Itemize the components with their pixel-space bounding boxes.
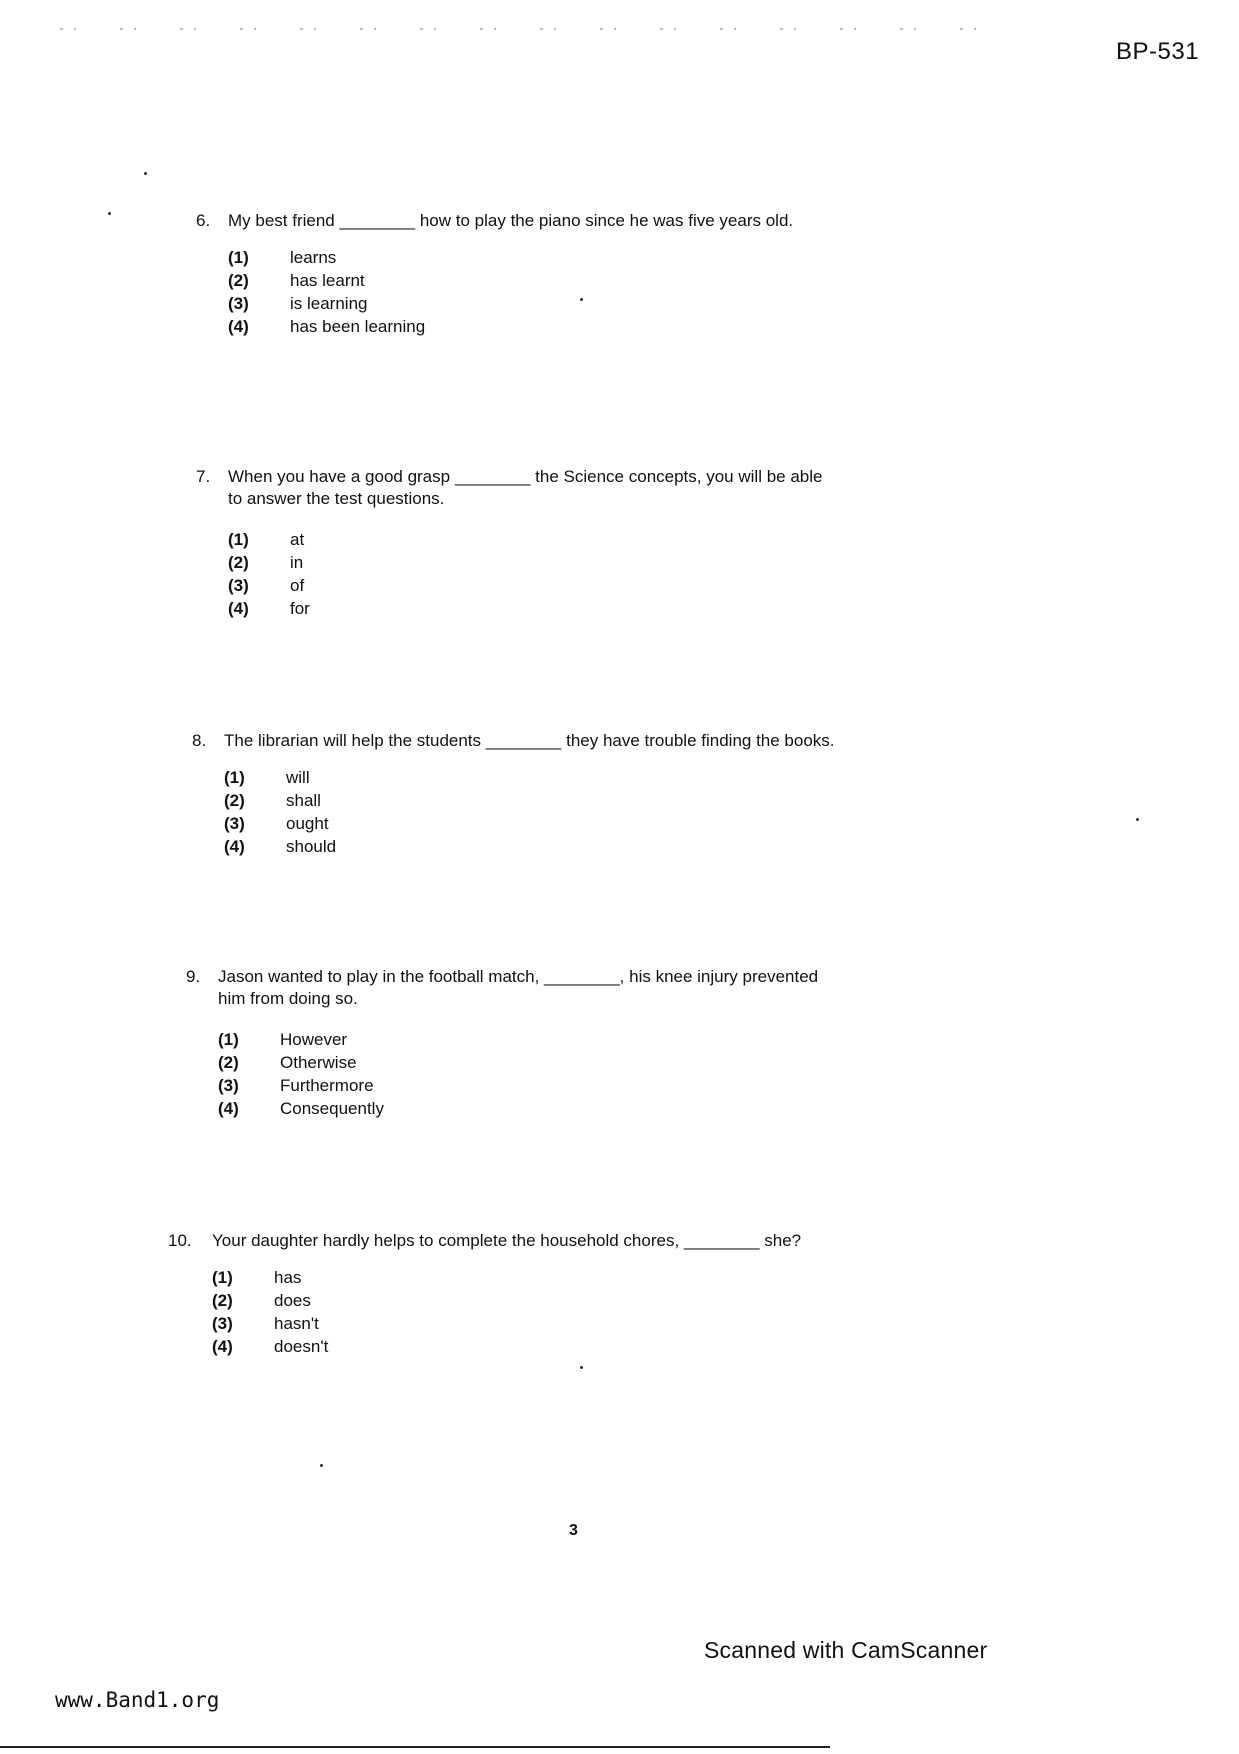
question-text: Your daughter hardly helps to complete the household chores, ________ she? bbox=[212, 1231, 802, 1250]
page-number: 3 bbox=[569, 1522, 578, 1539]
option-number: (1) bbox=[224, 768, 245, 787]
option-label: at bbox=[290, 530, 305, 549]
question-text: When you have a good grasp ________ the Science concepts, you will be able bbox=[228, 467, 823, 486]
option-label: Consequently bbox=[280, 1099, 384, 1118]
option-number: (1) bbox=[228, 248, 249, 267]
options-list bbox=[218, 1028, 818, 1120]
option bbox=[212, 1312, 801, 1335]
option-label: should bbox=[286, 837, 337, 856]
question-number: 10. bbox=[168, 1231, 192, 1250]
option-label: learns bbox=[290, 248, 337, 267]
option-number: (3) bbox=[228, 576, 249, 595]
question-8 bbox=[192, 730, 835, 858]
option-number: (3) bbox=[224, 814, 245, 833]
option bbox=[212, 1266, 801, 1289]
option bbox=[212, 1335, 801, 1358]
option-number: (4) bbox=[218, 1099, 239, 1118]
question-text: Jason wanted to play in the football match, ________, his knee injury prevented bbox=[218, 967, 819, 986]
option-label: Otherwise bbox=[280, 1053, 357, 1072]
option-label: However bbox=[280, 1030, 348, 1049]
option-label: ought bbox=[286, 814, 329, 833]
option bbox=[224, 766, 835, 789]
question-9 bbox=[186, 966, 818, 1120]
option-number: (1) bbox=[228, 530, 249, 549]
option bbox=[228, 551, 822, 574]
option-label: does bbox=[274, 1291, 311, 1310]
option-number: (4) bbox=[224, 837, 245, 856]
option-number: (2) bbox=[212, 1291, 233, 1310]
option-label: Furthermore bbox=[280, 1076, 374, 1095]
option-number: (2) bbox=[228, 271, 249, 290]
option bbox=[228, 269, 793, 292]
option bbox=[228, 315, 793, 338]
option-label: shall bbox=[286, 791, 321, 810]
scan-speck bbox=[108, 212, 111, 215]
option bbox=[228, 597, 822, 620]
option-number: (3) bbox=[212, 1314, 233, 1333]
question-number: 7. bbox=[196, 467, 211, 486]
website-url: www.Band1.org bbox=[55, 1688, 220, 1712]
document-code: BP-531 bbox=[1116, 38, 1200, 65]
option bbox=[218, 1051, 818, 1074]
option-label: is learning bbox=[290, 294, 368, 313]
scan-speck bbox=[144, 172, 147, 175]
option-number: (1) bbox=[212, 1268, 233, 1287]
option-label: hasn't bbox=[274, 1314, 319, 1333]
option-label: for bbox=[290, 599, 310, 618]
option-label: will bbox=[286, 768, 310, 787]
question-number: 8. bbox=[192, 731, 207, 750]
option-label: has learnt bbox=[290, 271, 365, 290]
option bbox=[228, 292, 793, 315]
camscanner-watermark: Scanned with CamScanner bbox=[704, 1637, 988, 1663]
scan-speck bbox=[1136, 818, 1139, 821]
option-number: (2) bbox=[228, 553, 249, 572]
option bbox=[218, 1028, 818, 1051]
scan-speck bbox=[580, 298, 583, 301]
question-text: The librarian will help the students ________ they have trouble finding the books. bbox=[224, 731, 835, 750]
option-number: (4) bbox=[212, 1337, 233, 1356]
option bbox=[212, 1289, 801, 1312]
question-10 bbox=[168, 1230, 801, 1358]
option bbox=[224, 789, 835, 812]
options-list bbox=[228, 528, 822, 620]
option bbox=[228, 528, 822, 551]
option-label: has been learning bbox=[290, 317, 426, 336]
option-number: (4) bbox=[228, 599, 249, 618]
option bbox=[224, 835, 835, 858]
question-number: 9. bbox=[186, 967, 201, 986]
scan-speck bbox=[580, 1366, 583, 1369]
options-list bbox=[228, 246, 793, 338]
question-text-continued: him from doing so. bbox=[218, 989, 358, 1008]
bottom-rule bbox=[0, 1746, 830, 1748]
option bbox=[218, 1097, 818, 1120]
option-number: (1) bbox=[218, 1030, 239, 1049]
options-list bbox=[224, 766, 835, 858]
options-list bbox=[212, 1266, 801, 1358]
option bbox=[224, 812, 835, 835]
option-label: doesn't bbox=[274, 1337, 329, 1356]
option-label: in bbox=[290, 553, 304, 572]
option-label: has bbox=[274, 1268, 302, 1287]
option-number: (3) bbox=[228, 294, 249, 313]
option-number: (4) bbox=[228, 317, 249, 336]
option bbox=[228, 246, 793, 269]
option-number: (2) bbox=[218, 1053, 239, 1072]
option-number: (2) bbox=[224, 791, 245, 810]
question-number: 6. bbox=[196, 211, 211, 230]
option-label: of bbox=[290, 576, 305, 595]
question-6 bbox=[196, 210, 793, 338]
option-number: (3) bbox=[218, 1076, 239, 1095]
question-text-continued: to answer the test questions. bbox=[228, 489, 445, 508]
option bbox=[218, 1074, 818, 1097]
question-text: My best friend ________ how to play the piano since he was five years old. bbox=[228, 211, 794, 230]
option bbox=[228, 574, 822, 597]
question-7 bbox=[196, 466, 822, 620]
scan-noise-top bbox=[60, 28, 1020, 30]
scan-speck bbox=[320, 1464, 323, 1467]
